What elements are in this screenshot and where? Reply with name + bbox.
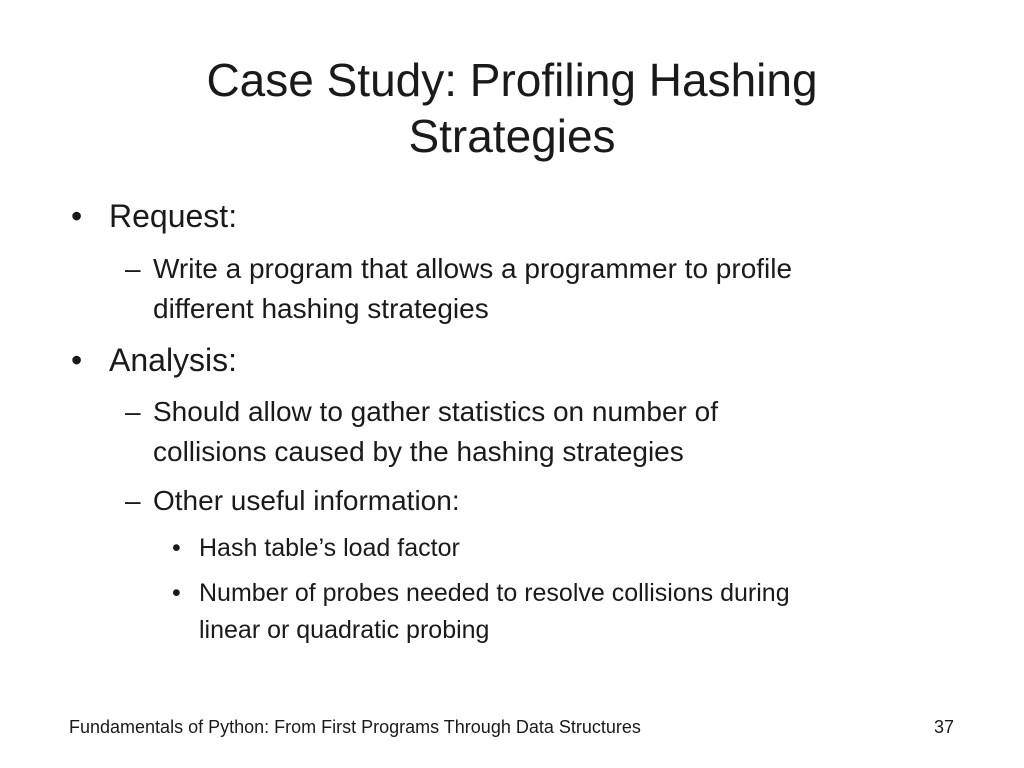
bullet-marker: • <box>71 342 83 378</box>
sub-sub-bullet-text-line-1: Number of probes needed to resolve collisions during <box>199 579 790 607</box>
dash-marker: – <box>125 396 141 427</box>
sub-bullet-text-line-1: Other useful information: <box>153 485 460 516</box>
title-line-2: Strategies <box>408 110 616 162</box>
sub-bullet-text-line-1: Write a program that allows a programmer to profile <box>153 253 793 284</box>
dash-marker: – <box>125 253 141 284</box>
bullet-marker: • <box>71 198 83 234</box>
title-line-1: Case Study: Profiling Hashing <box>206 54 818 106</box>
dash-marker: – <box>125 485 141 516</box>
bullet-text: Analysis: <box>109 342 238 378</box>
slide-title <box>110 52 914 164</box>
sub-bullet-text-line-2: collisions caused by the hashing strategies <box>153 436 684 467</box>
sub-sub-bullet-text-line-2: linear or quadratic probing <box>199 616 490 644</box>
bullet-marker: • <box>172 534 181 562</box>
footer-text: Fundamentals of Python: From First Programs Through Data Structures <box>69 717 641 737</box>
sub-bullet-text-line-2: different hashing strategies <box>153 293 489 324</box>
page-number: 37 <box>933 717 954 737</box>
bullet-marker: • <box>172 579 181 607</box>
bullet-text: Request: <box>109 198 238 234</box>
sub-bullet-text-line-1: Should allow to gather statistics on number of <box>153 396 718 427</box>
sub-sub-bullet-text-line-1: Hash table’s load factor <box>199 534 460 562</box>
